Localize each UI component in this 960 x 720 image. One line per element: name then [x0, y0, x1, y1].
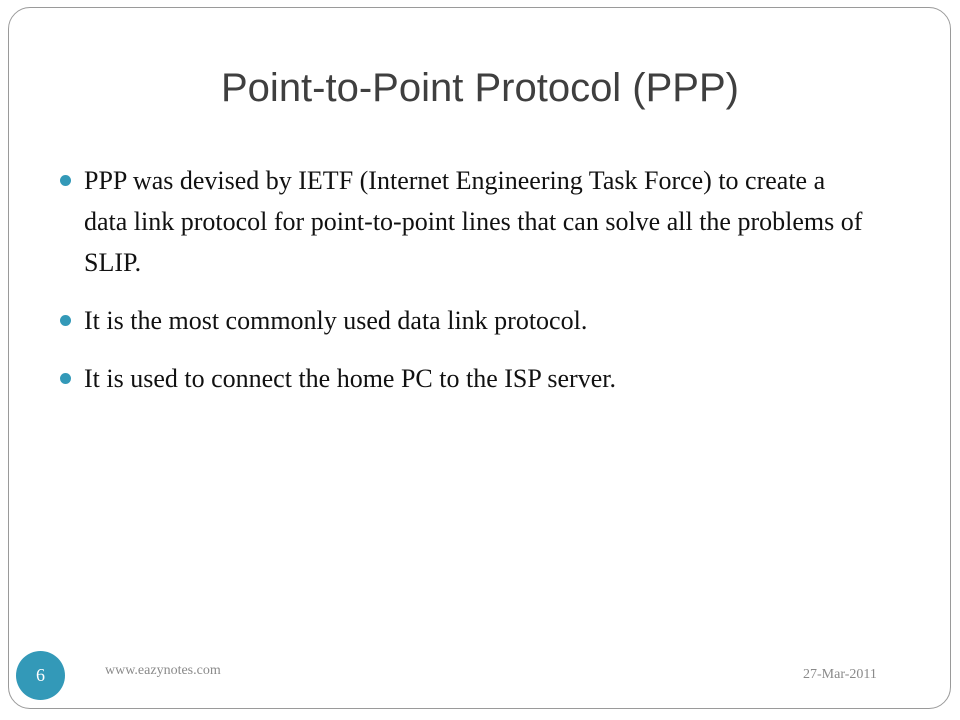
page-number-badge: 6	[16, 651, 65, 700]
bullet-item	[52, 160, 872, 283]
bullet-list	[52, 160, 872, 416]
bullet-item	[52, 358, 872, 399]
bullet-dot-icon	[60, 315, 71, 326]
bullet-dot-icon	[60, 373, 71, 384]
slide-title: Point-to-Point Protocol (PPP)	[221, 66, 739, 110]
footer-date: 27-Mar-2011	[803, 667, 877, 682]
bullet-text: It is the most commonly used data link protocol.	[84, 306, 588, 335]
bullet-item	[52, 300, 872, 341]
bullet-text: It is used to connect the home PC to the ISP server.	[84, 364, 616, 393]
footer-url: www.eazynotes.com	[105, 663, 221, 678]
bullet-text: PPP was devised by IETF (Internet Engineering Task Force) to create a data link protocol for point-to-point lines that can solve all the problems of SLIP.	[84, 166, 863, 277]
bullet-dot-icon	[60, 175, 71, 186]
